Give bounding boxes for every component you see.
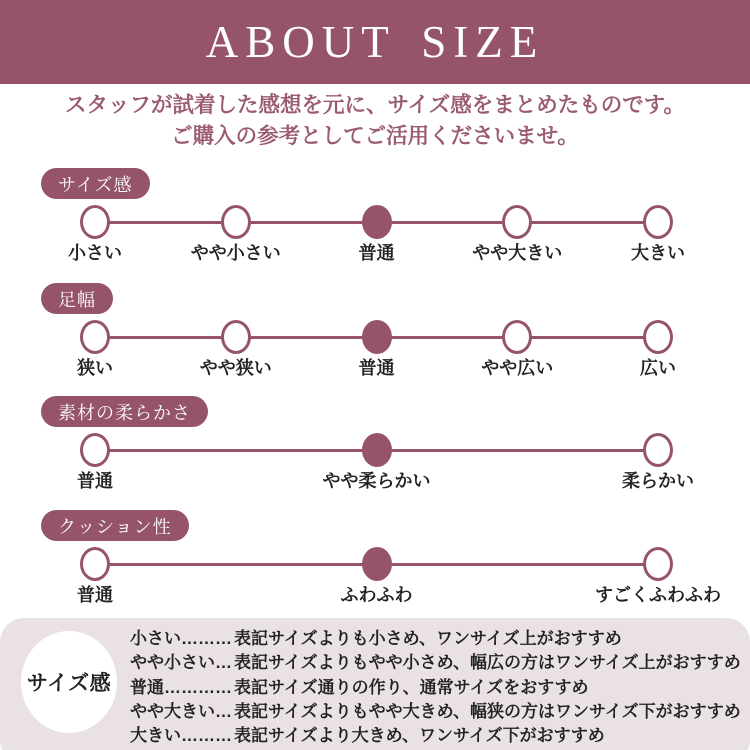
scale-title-badge <box>41 283 113 314</box>
unselected-dot-icon <box>643 433 673 467</box>
legend-desc: 表記サイズよりもやや大きめ、幅狭の方はワンサイズ下がおすすめ <box>234 701 741 721</box>
unselected-dot-icon <box>80 547 110 581</box>
legend-leader-dots: … <box>215 653 232 673</box>
legend-item <box>130 651 741 675</box>
scale-title-badge <box>41 396 208 427</box>
scale-option-label: 大きい <box>631 243 685 263</box>
scale-track <box>77 434 694 491</box>
scale-option-label: やや大きい <box>472 243 563 263</box>
legend-desc: 表記サイズよりも小さめ、ワンサイズ上がおすすめ <box>234 629 622 648</box>
selected-dot-icon <box>362 320 392 354</box>
scale-option-label: 普通 <box>358 243 395 263</box>
legend-panel <box>0 618 750 750</box>
selected-dot-icon <box>362 205 392 239</box>
scale-title-label: サイズ感 <box>58 174 133 195</box>
scale-title-label: クッション性 <box>58 516 172 537</box>
scale-title-badge <box>41 168 150 199</box>
legend-title-ellipse <box>21 631 117 733</box>
scale-option-label: 広い <box>640 358 676 378</box>
unselected-dot-icon <box>502 320 532 354</box>
unselected-dot-icon <box>643 547 673 581</box>
scale-option-label: 普通 <box>77 585 113 605</box>
legend-item <box>130 676 741 700</box>
scale-option-label: やや柔らかい <box>322 471 431 491</box>
legend-desc: 表記サイズより大きめ、ワンサイズ下がおすすめ <box>234 726 605 746</box>
legend-term: 小さい <box>130 629 181 648</box>
intro-line-1: スタッフが試着した感想を元に、サイズ感をまとめたものです。 <box>64 93 686 117</box>
legend-term: やや大きい <box>130 701 215 721</box>
header-bar <box>0 0 750 84</box>
scale-title-label: 素材の柔らかさ <box>58 402 191 423</box>
legend-item <box>130 724 741 748</box>
unselected-dot-icon <box>80 320 110 354</box>
selected-dot-icon <box>362 433 392 467</box>
scale-section <box>0 168 750 278</box>
page-title: ABOUT SIZE <box>205 17 545 67</box>
scale-option-label: 狭い <box>77 358 113 378</box>
unselected-dot-icon <box>221 320 251 354</box>
legend-leader-dots: … <box>215 701 232 721</box>
selected-dot-icon <box>362 547 392 581</box>
unselected-dot-icon <box>80 205 110 239</box>
legend-list <box>130 627 741 748</box>
intro-line-2: ご購入の参考としてご活用くださいませ。 <box>171 124 579 148</box>
legend-leader-dots: ………… <box>164 677 232 697</box>
unselected-dot-icon <box>80 433 110 467</box>
legend-term: 普通 <box>130 677 164 697</box>
scale-option-label: 普通 <box>77 471 113 491</box>
legend-desc: 表記サイズ通りの作り、通常サイズをおすすめ <box>234 677 589 697</box>
scale-track <box>77 548 721 605</box>
scale-option-label: すごくふわふわ <box>595 585 721 605</box>
legend-term: 大きい <box>130 726 181 746</box>
unselected-dot-icon <box>502 205 532 239</box>
scale-section <box>0 510 750 620</box>
scale-option-label: 小さい <box>68 243 122 263</box>
legend-desc: 表記サイズよりもやや小さめ、幅広の方はワンサイズ上がおすすめ <box>234 653 741 673</box>
legend-leader-dots: ……… <box>181 726 232 746</box>
unselected-dot-icon <box>221 205 251 239</box>
legend-term: やや小さい <box>130 653 215 673</box>
scale-section <box>0 396 750 506</box>
scale-option-label: やや広い <box>481 358 554 378</box>
scale-track <box>77 321 676 378</box>
scale-title-label: 足幅 <box>58 289 96 310</box>
scale-section <box>0 283 750 393</box>
scale-option-label: やや狭い <box>199 358 272 378</box>
legend-title: サイズ感 <box>26 672 112 695</box>
scale-track <box>68 206 685 263</box>
intro-text <box>0 90 750 152</box>
legend-item <box>130 700 741 724</box>
unselected-dot-icon <box>643 205 673 239</box>
scale-option-label: 普通 <box>358 358 395 378</box>
legend-item <box>130 627 741 651</box>
legend-leader-dots: ……… <box>181 629 232 648</box>
scale-option-label: ふわふわ <box>340 585 413 605</box>
scale-option-label: 柔らかい <box>622 471 694 491</box>
scale-option-label: やや小さい <box>190 243 281 263</box>
scale-title-badge <box>41 510 189 541</box>
unselected-dot-icon <box>643 320 673 354</box>
